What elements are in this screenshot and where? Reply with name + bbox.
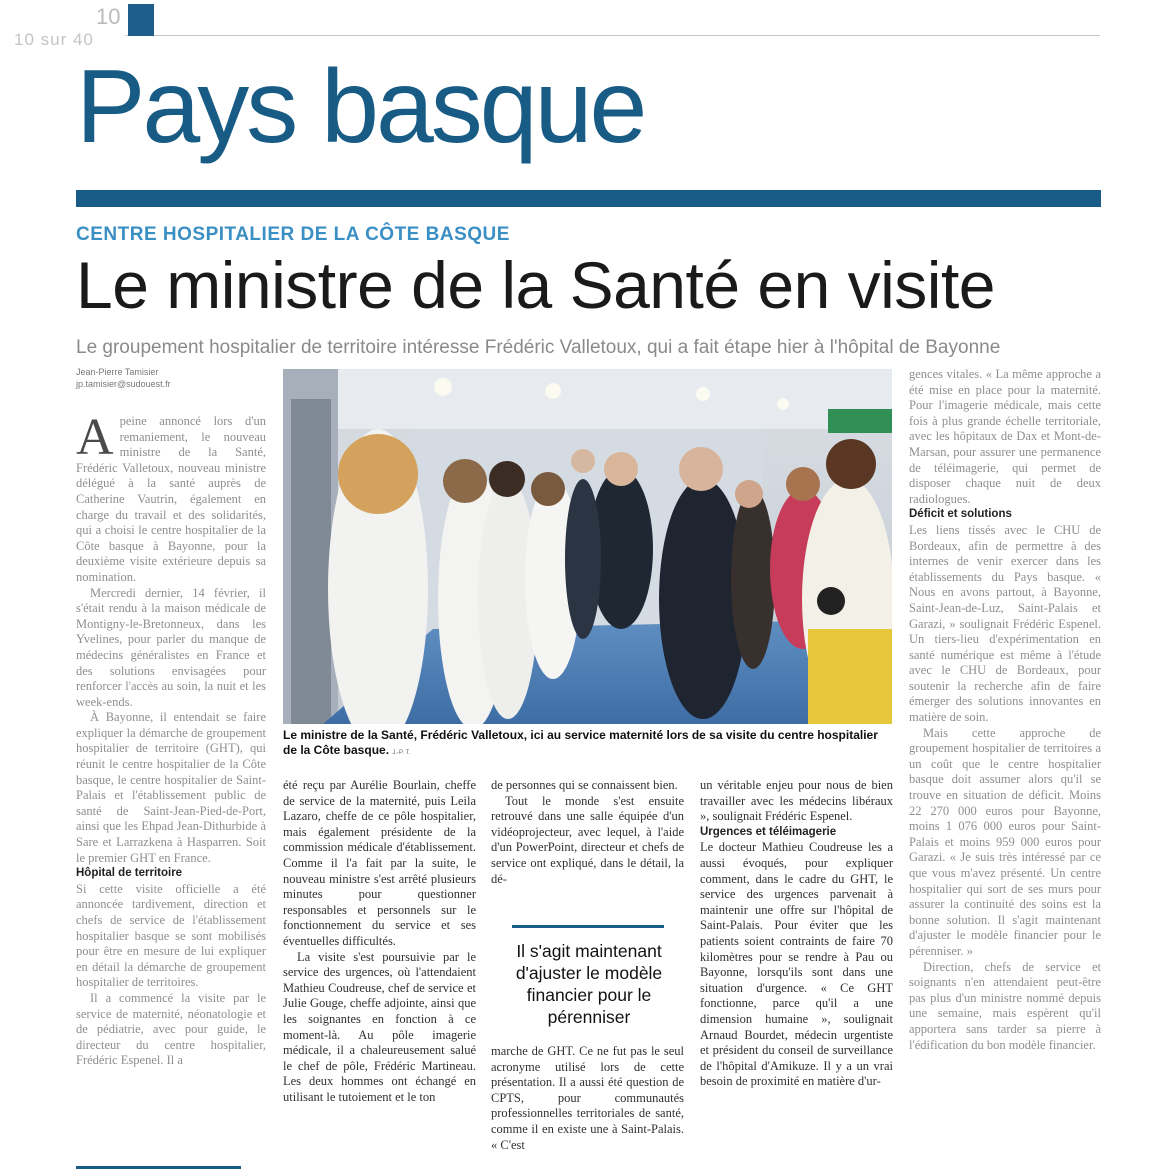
pull-quote-text: Il s'agit maintenant d'ajuster le modèle financier pour le pérenniser [515, 941, 663, 1027]
column-3-bottom [491, 1044, 684, 1156]
byline-email: jp.tamisier@sudouest.fr [76, 378, 171, 389]
pull-quote [503, 940, 675, 1028]
paragraph: Il a commencé la visite par le service de maternité, néonatologie et de pédiatrie, avec pour guide, le directeur du centre hospitalier, Frédéric Espenel. Il a [76, 990, 266, 1068]
column-3-top [491, 778, 684, 908]
section-title: Pays basque [76, 49, 645, 165]
top-rule [125, 35, 1100, 36]
subheading: Déficit et solutions [909, 508, 1012, 521]
photo-caption [283, 728, 892, 761]
article-deck: Le groupement hospitalier de territoire intéresse Frédéric Valletoux, qui a fait étape hier à l'hôpital de Bayonne [76, 337, 1001, 358]
paragraph: été reçu par Aurélie Bourlain, cheffe de service de la maternité, puis Leila Lazaro, cheffe de ce pôle hospitalier, mais également présidente de la commission médicale d'établissement. Comme il l'a fait par la suite, le nouveau ministre s'est arrêté plusieurs minutes pour questionner responsables et personnels sur le fonctionnement du service et ses éventuelles difficultés. [283, 778, 476, 948]
article-headline: Le ministre de la Santé en visite [76, 248, 996, 322]
caption-text: Le ministre de la Santé, Frédéric Valletoux, ici au service maternité lors de sa visite du centre hospitalier de la Côte basque. [283, 728, 878, 757]
subheading: Hôpital de territoire [76, 867, 183, 880]
article-kicker: CENTRE HOSPITALIER DE LA CÔTE BASQUE [76, 224, 510, 245]
drop-cap: A [76, 414, 114, 466]
column-2 [283, 778, 476, 1156]
column-4 [700, 778, 893, 1156]
paragraph: Mercredi dernier, 14 février, il s'était rendu à la maison médicale de Montigny-le-Bretonneux, dans les Yvelines, pour parler du manque de médecins généralistes en France et des solutions envisagées pour renforcer l'accès au soin, la nuit et les week-ends. [76, 585, 266, 709]
footer-rule [76, 1166, 241, 1169]
page-number: 10 [96, 4, 121, 29]
paragraph: Le docteur Mathieu Coudreuse les a aussi évoqués, pour expliquer comment, dans le cadre du GHT, le service des urgences parvenait à maintenir une offre sur l'hôpital de Saint-Palais. Pour éviter que les patients soient contraints de faire 70 kilomètres pour se rendre à Pau ou Bayonne, lorsqu'ils sont dans une situation d'urgence. « Ce GHT fonctionne, parce qu'il a une dimension humaine », soulignait Arnaud Bourdet, médecin urgentiste et président du conseil de surveillance de l'hôpital d'Amikuze. Il y a un vrai besoin de proximité en matière d'ur- [700, 840, 893, 1089]
paragraph: Mais cette approche de groupement hospitalier de territoires a un coût que le centre hospitalier basque doit assumer alors qu'il se trouve en situation de déficit. Moins 22 270 000 euros pour Bayonne, moins 1 076 000 euros pour Saint-Palais et moins 959 000 euros pour Garazi. « Je suis très intéressé par ce que vous m'avez présenté. Un centre hospitalier qui sort de ses murs pour assurer la continuité des soins est la bonne solution. Il s'agit maintenant d'ajuster le modèle financier pour le pérenniser. » [909, 725, 1101, 958]
quote-rule [512, 925, 664, 928]
article-photo [283, 369, 892, 724]
paragraph: Direction, chefs de service et soignants n'en attendaient peut-être pas plus d'un ministre nommé depuis une semaine, mais espèrent qu'il apportera sans tarder sa pierre à l'édification du bon modèle financier. [909, 959, 1101, 1052]
paragraph: Si cette visite officielle a été annoncée tardivement, direction et chefs de service de l'établissement hospitalier basque se sont mobilisés pour être en mesure de lui expliquer en détail la démarche de groupement hospitalier de territoires. [76, 881, 266, 990]
paragraph: La visite s'est poursuivie par le service des urgences, où l'attendaient Mathieu Coudreuse, chef de service et Julie Gouge, cheffe adjointe, ainsi que les soignantes en fonction à ce moment-là. Au pôle imagerie médicale, il a chaleureusement salué le chef de pôle, Frédéric Martineau. Les deux hommes ont échangé en utilisant le tutoiement et le ton [283, 949, 476, 1104]
column-5 [909, 367, 1101, 1157]
paragraph: Les liens tissés avec le CHU de Bordeaux, afin de permettre à des internes de venir exercer dans les établissements du Pays basque. « Nous en avons partout, à Bayonne, Saint-Jean-de-Luz, Saint-Palais et Garazi, » soulignait Frédéric Espenel. Un tiers-lieu d'expérimentation en santé numérique est même à l'étude avec le CHU de Bordeaux, pour soutenir la recherche afin de faire émerger des solutions innovantes en matière de soin. [909, 522, 1101, 725]
paragraph: marche de GHT. Ce ne fut pas le seul acronyme utilisé lors de cette présentation. Il a aussi été question de CPTS, pour communautés professionnelles territoriales de santé, comme il en existe une à Saint-Palais. « C'est [491, 1044, 684, 1152]
paragraph: gences vitales. « La même approche a été mise en place pour la maternité. Pour l'imagerie médicale, mais cette fois à plus grande échelle territoriale, avec les hôpitaux de Dax et Mont-de-Marsan, pour assurer une permanence de téléimagerie, qui permet de disposer chaque nuit de deux radiologues. [909, 367, 1101, 506]
section-bar [76, 190, 1101, 207]
paragraph: Tout le monde s'est ensuite retrouvé dans une salle équipée d'un vidéoprojecteur, avec lequel, à l'aide d'un PowerPoint, directeur et chefs de service ont expliqué, dans le détail, la dé- [491, 793, 684, 886]
paragraph: de personnes qui se connaissent bien. [491, 778, 678, 792]
hospital-corridor-image [283, 369, 892, 724]
paragraph: À Bayonne, il entendait se faire expliquer la démarche de groupement hospitalier de territoire (GHT), qui réunit le centre hospitalier de la Côte basque, le centre hospitalier de Saint-Palais et l'établissement public de santé de Saint-Jean-Pied-de-Port, ainsi que les Ehpad Jean-Dithurbide à Sare et Larrazkena à Hasparren. Soit le premier GHT en France. [76, 710, 266, 865]
column-1 [76, 414, 266, 1159]
page-marker [128, 4, 154, 36]
subheading: Urgences et téléimagerie [700, 825, 837, 838]
page-of-label: 10 sur 40 [14, 30, 94, 49]
paragraph: Apeine annoncé lors d'un remaniement, le nouveau ministre de la Santé, Frédéric Valletoux, nouveau ministre délégué à la santé auprès de Catherine Vautrin, également en charge du travail et des solidarités, qui a choisi le centre hospitalier de la Côte basque à Bayonne, pour la deuxième visite extérieure depuis sa nomination. [76, 414, 266, 584]
paragraph: un véritable enjeu pour nous de bien travailler avec les médecins libéraux », soulignait Frédéric Espenel. [700, 778, 893, 824]
photo-credit: J.-P. T. [392, 750, 411, 756]
byline-name: Jean-Pierre Tamisier [76, 367, 159, 377]
byline [76, 367, 171, 390]
